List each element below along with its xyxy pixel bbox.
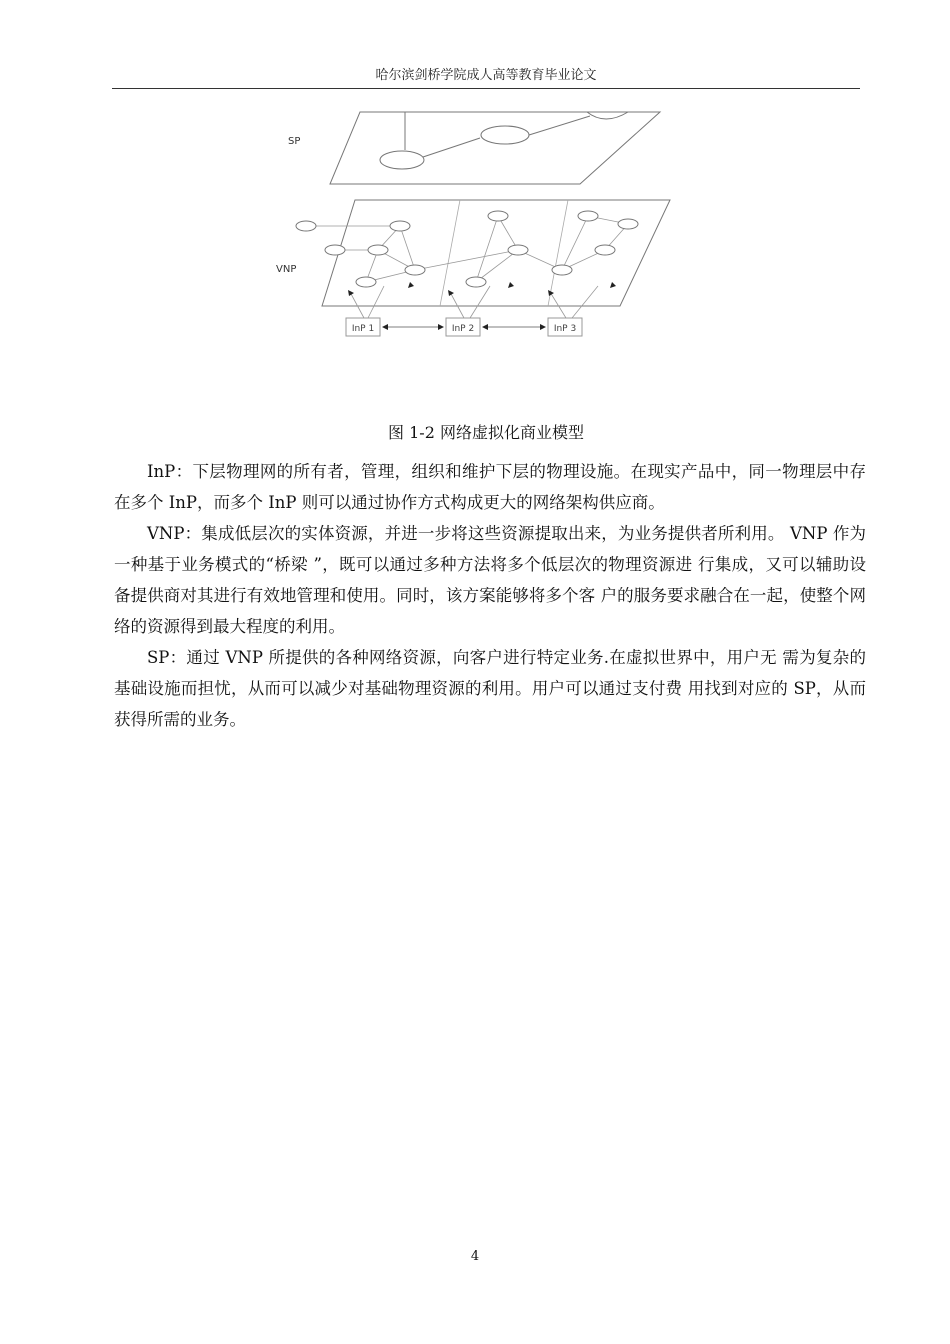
- arrow-head: [508, 282, 514, 288]
- sp-node: [587, 112, 628, 119]
- vnp-node: [508, 245, 528, 255]
- arrow-head: [448, 290, 454, 296]
- network-virtualization-diagram: [250, 100, 690, 350]
- running-header: 哈尔滨剑桥学院成人高等教育毕业论文: [375, 68, 597, 83]
- arrow-head: [382, 324, 388, 330]
- arrow-head: [540, 324, 546, 330]
- inp-box-label: InP 2: [451, 324, 475, 334]
- sp-plane: [330, 112, 660, 184]
- figure-caption: 图 1-2 网络虚拟化商业模型: [388, 423, 584, 442]
- vnp-node: [488, 211, 508, 221]
- arrow-head: [408, 282, 414, 288]
- body-text: [114, 456, 866, 735]
- vnp-node: [618, 219, 638, 229]
- paragraph-sp: SP：通过 VNP 所提供的各种网络资源，向客户进行特定业务.在虚拟世界中，用户无 需为复杂的基础设施而担忧，从而可以减少对基础物理资源的利用。用户可以通过支付费 用找到对应的 SP，从而获得所需的业务。: [114, 648, 866, 729]
- business-model-figure: [250, 100, 690, 350]
- paragraph-inp: InP：下层物理网的所有者，管理，组织和维护下层的物理设施。在现实产品中，同一物理层中存在多个 InP，而多个 InP 则可以通过协作方式构成更大的网络架构供应商。: [114, 462, 866, 512]
- vnp-layer-label: VNP: [276, 264, 297, 275]
- vnp-node: [405, 265, 425, 275]
- paragraph-vnp: VNP：集成低层次的实体资源，并进一步将这些资源提取出来，为业务提供者所利用。 VNP 作为一种基于业务模式的“桥梁 ”，既可以通过多种方法将多个低层次的物理资源进 行集成，又可以辅助设备提供商对其进行有效地管理和使用。同时，该方案能够将多个客 户的服务要求融合在一起，使整个网络的资源得到最大程度的利用。: [114, 524, 866, 636]
- inp-box-label: InP 3: [553, 324, 577, 334]
- sp-node: [481, 126, 529, 144]
- header-rule: [112, 88, 860, 89]
- arrow-head: [482, 324, 488, 330]
- arrow-head: [438, 324, 444, 330]
- vnp-node: [368, 245, 388, 255]
- arrow-head: [348, 290, 354, 296]
- vnp-node: [595, 245, 615, 255]
- vnp-node: [466, 277, 486, 287]
- vnp-node: [552, 265, 572, 275]
- inp-box-label: InP 1: [351, 324, 375, 334]
- sp-layer-label: SP: [288, 136, 301, 147]
- vnp-node: [356, 277, 376, 287]
- vnp-node: [296, 221, 316, 231]
- sp-node: [380, 151, 424, 169]
- vnp-node: [390, 221, 410, 231]
- vnp-node: [325, 245, 345, 255]
- vnp-node: [578, 211, 598, 221]
- page-number: 4: [470, 1249, 480, 1264]
- arrow-head: [610, 282, 616, 288]
